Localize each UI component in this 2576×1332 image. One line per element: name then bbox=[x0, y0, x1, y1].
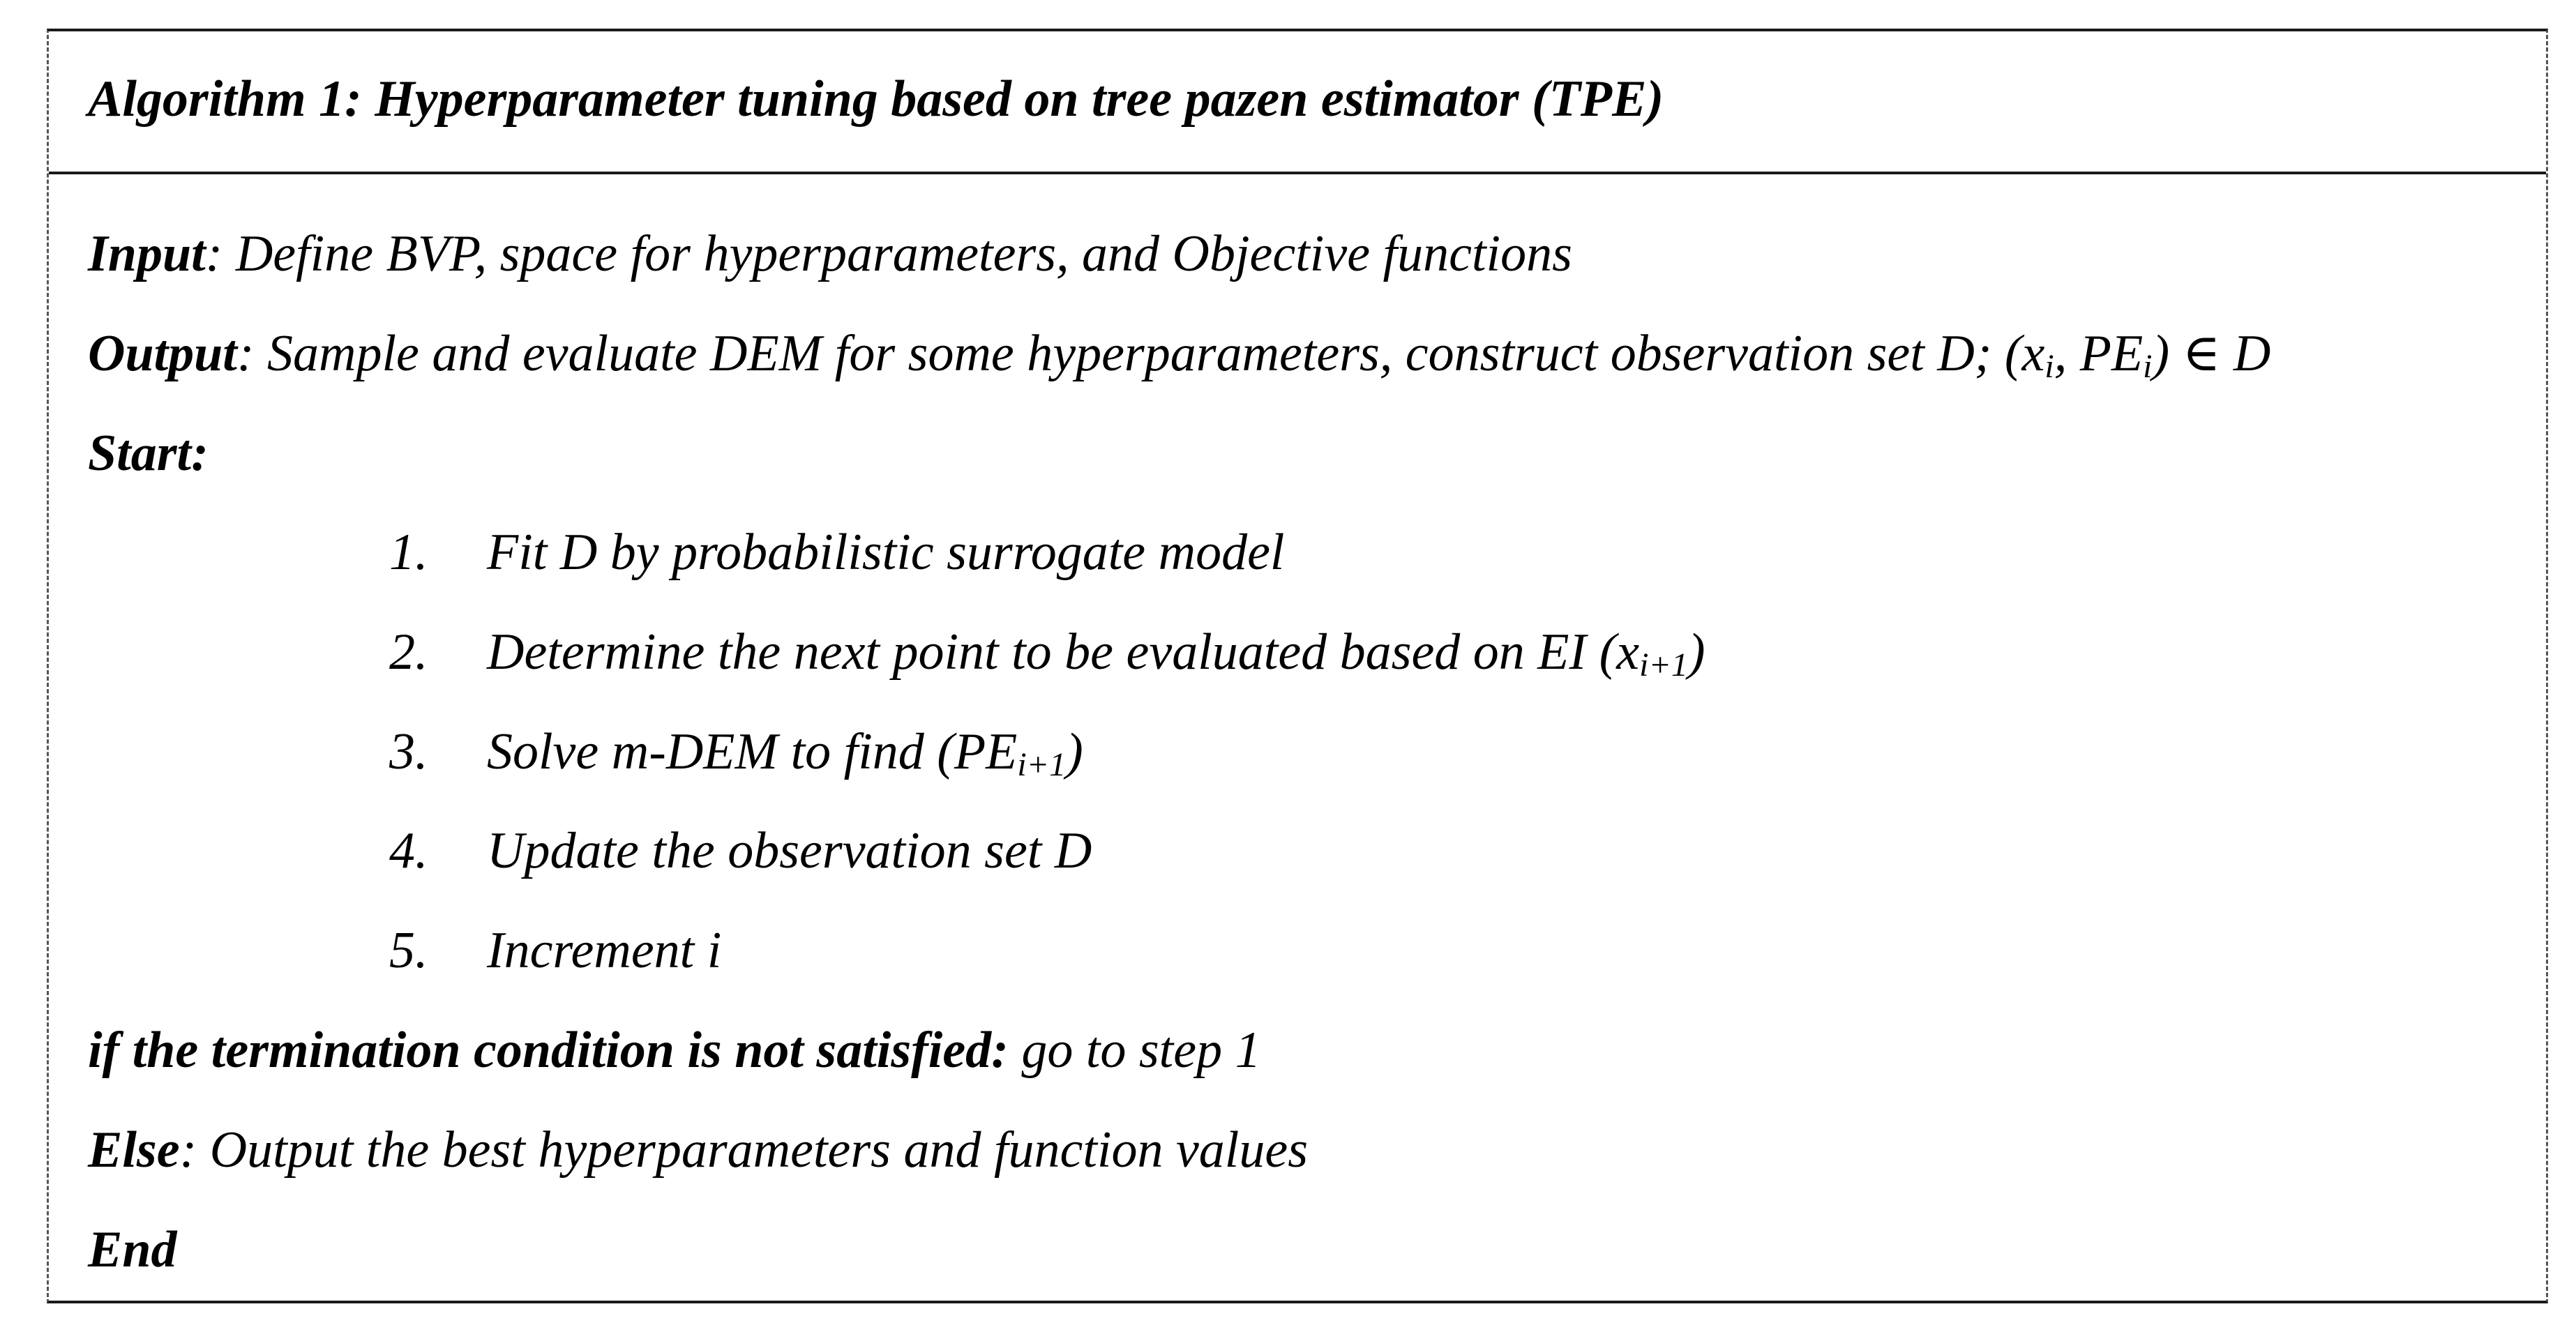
step-number: 1. bbox=[389, 524, 428, 581]
end-label: End bbox=[88, 1221, 177, 1278]
step-text: Increment i bbox=[487, 922, 722, 979]
step-subscript: i+1 bbox=[1017, 746, 1067, 783]
step-text: Update the observation set D bbox=[487, 822, 1092, 879]
if-label: if the termination condition is not satisfied: bbox=[88, 1022, 1009, 1079]
step-text-after: ) bbox=[1066, 723, 1083, 780]
output-label: Output bbox=[88, 325, 237, 382]
step-text: Solve m-DEM to find (PE bbox=[487, 723, 1018, 780]
step-text-after: ) bbox=[1687, 623, 1705, 681]
output-line bbox=[88, 325, 2271, 385]
else-label: Else bbox=[88, 1121, 180, 1179]
algorithm-box bbox=[47, 29, 2548, 1303]
step-text: Fit D by probabilistic surrogate model bbox=[487, 524, 1285, 581]
output-subscript-i2: i bbox=[2143, 348, 2153, 385]
input-label: Input bbox=[88, 225, 206, 282]
input-text: : Define BVP, space for hyperparameters, and Objective functions bbox=[205, 225, 1572, 282]
output-end: ) ∈ D bbox=[2152, 325, 2271, 382]
output-subscript-i: i bbox=[2044, 348, 2054, 385]
else-text: : Output the best hyperparameters and function values bbox=[179, 1121, 1309, 1179]
step-text: Determine the next point to be evaluated based on EI (x bbox=[487, 623, 1640, 681]
output-text: : Sample and evaluate DEM for some hyperparameters, construct observation set D; (x bbox=[236, 325, 2045, 382]
step-subscript: i+1 bbox=[1639, 646, 1688, 683]
if-line bbox=[88, 1022, 1261, 1079]
start-label: Start: bbox=[88, 425, 209, 482]
else-line bbox=[88, 1121, 1309, 1179]
step-number: 3. bbox=[389, 723, 428, 780]
algorithm-title: Algorithm 1: Hyperparameter tuning based on tree pazen estimator (TPE) bbox=[88, 70, 1664, 128]
step-number: 4. bbox=[389, 822, 428, 879]
output-mid: , PE bbox=[2054, 325, 2144, 382]
algorithm-header bbox=[49, 31, 2546, 174]
step-text-line bbox=[487, 723, 1083, 783]
step-text-line bbox=[487, 623, 1705, 683]
if-text: go to step 1 bbox=[1008, 1022, 1261, 1079]
step-number: 5. bbox=[389, 922, 428, 979]
input-line bbox=[88, 225, 1572, 282]
step-number: 2. bbox=[389, 623, 428, 681]
